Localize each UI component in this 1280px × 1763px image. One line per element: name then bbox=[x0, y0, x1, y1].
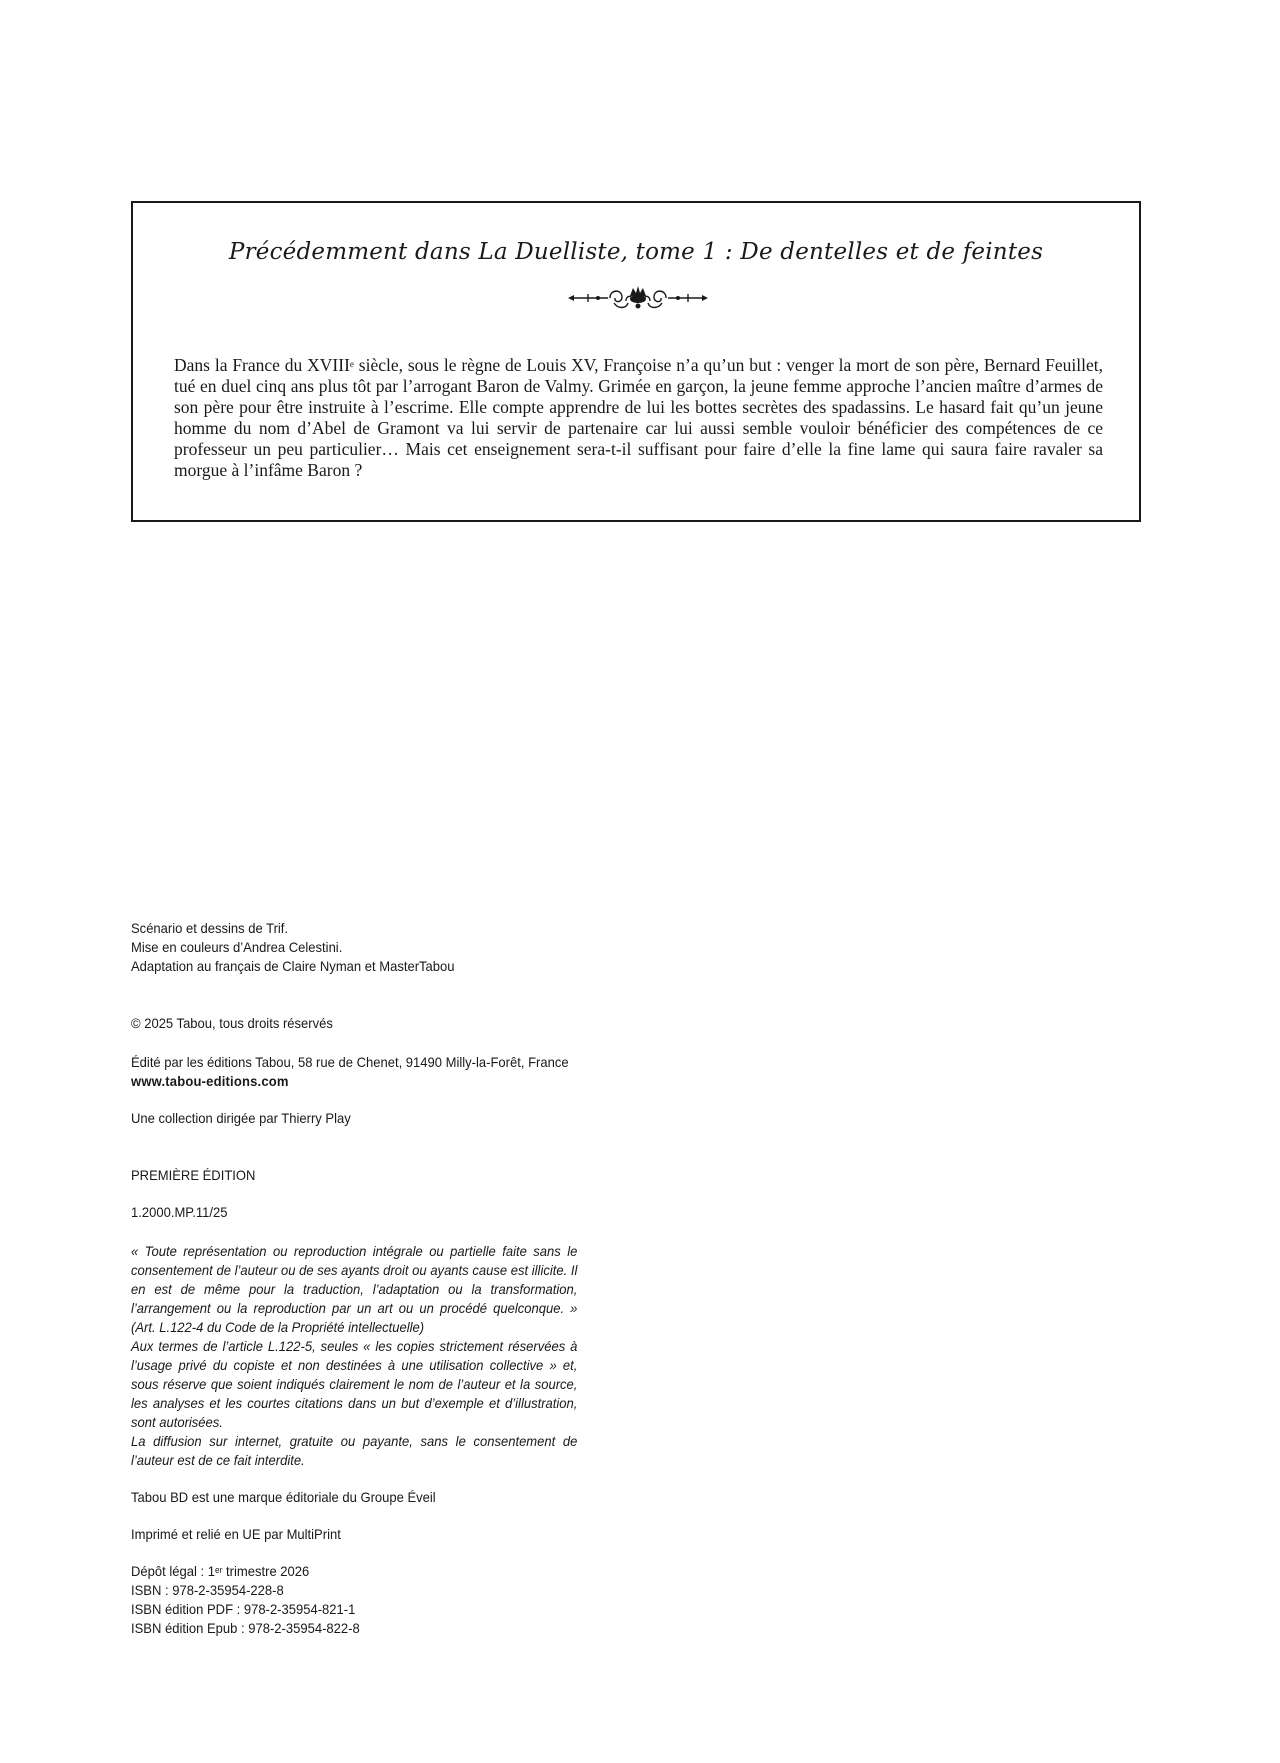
imprint-block bbox=[131, 919, 577, 1638]
legal-notice-paragraph: « Toute représentation ou reproduction intégrale ou partielle faite sans le consentement de l’auteur ou de ses ayants droit ou ayants cause est illicite. Il en est de même pour la traduction, l’adaptation ou la transformation, l’arrangement ou la reproduction par un art ou un procédé quelconque. » (Art. L.122-4 du Code de la Propriété intellectuelle) bbox=[131, 1243, 578, 1335]
legal-deposit: Dépôt légal : 1er trimestre 2026 bbox=[131, 1563, 310, 1579]
legal-notice-paragraph: Aux termes de l’article L.122-5, seules « les copies strictement réservées à l’usage privé du copiste et non destinées à une utilisation collective » et, sous réserve que soient indiqués clairement le nom de l’auteur et la source, les analyses et les courtes citations dans un but d’exemple et d’illustration, sont autorisées. bbox=[131, 1338, 578, 1430]
legal-notice-paragraph: La diffusion sur internet, gratuite ou payante, sans le consentement de l’auteur est de ce fait interdite. bbox=[131, 1433, 578, 1468]
recap-box bbox=[131, 201, 1141, 522]
brand-note: Tabou BD est une marque éditoriale du Groupe Éveil bbox=[131, 1489, 436, 1505]
edition-label: PREMIÈRE ÉDITION bbox=[131, 1167, 256, 1183]
legal-notice bbox=[131, 1242, 577, 1470]
isbn-pdf: ISBN édition PDF : 978-2-35954-821-1 bbox=[131, 1601, 356, 1617]
isbn-print: ISBN : 978-2-35954-228-8 bbox=[131, 1582, 284, 1598]
print-code: 1.2000.MP.11/25 bbox=[131, 1204, 228, 1220]
recap-title: Précédemment dans La Duelliste, tome 1 : De dentelles et de feintes bbox=[228, 239, 1044, 265]
publisher-website-link[interactable]: www.tabou-editions.com bbox=[131, 1073, 289, 1089]
collection-director: Une collection dirigée par Thierry Play bbox=[131, 1110, 351, 1126]
publisher-address: Édité par les éditions Tabou, 58 rue de Chenet, 91490 Milly-la-Forêt, France bbox=[131, 1054, 569, 1070]
copyright-line: © 2025 Tabou, tous droits réservés bbox=[131, 1015, 333, 1031]
recap-summary: Dans la France du XVIIIe siècle, sous le règne de Louis XV, Françoise n’a qu’un but : venger la mort de son père, Bernard Feuillet, tué en duel cinq ans plus tôt par l’arrogant Baron de Valmy. Grimée en garçon, la jeune femme approche l’ancien maître d’armes de son père pour être instruite à l’escrime. Elle compte apprendre de lui les bottes secrètes des spadassins. Le hasard fait qu’un jeune homme du nom d’Abel de Gramont va lui servir de partenaire car lui aussi semble vouloir bénéficier des compétences de ce professeur un peu particulier… Mais cet enseignement sera-t-il suffisant pour faire d’elle la fine lame qui saura faire ravaler sa morgue à l’infâme Baron ? bbox=[174, 355, 1104, 480]
credit-scenario: Scénario et dessins de Trif. bbox=[131, 920, 289, 936]
credit-adaptation: Adaptation au français de Claire Nyman et MasterTabou bbox=[131, 958, 455, 974]
isbn-epub: ISBN édition Epub : 978-2-35954-822-8 bbox=[131, 1620, 360, 1636]
printer-line: Imprimé et relié en UE par MultiPrint bbox=[131, 1526, 341, 1542]
ornament-divider-icon bbox=[566, 283, 710, 313]
credit-colors: Mise en couleurs d’Andrea Celestini. bbox=[131, 939, 343, 955]
